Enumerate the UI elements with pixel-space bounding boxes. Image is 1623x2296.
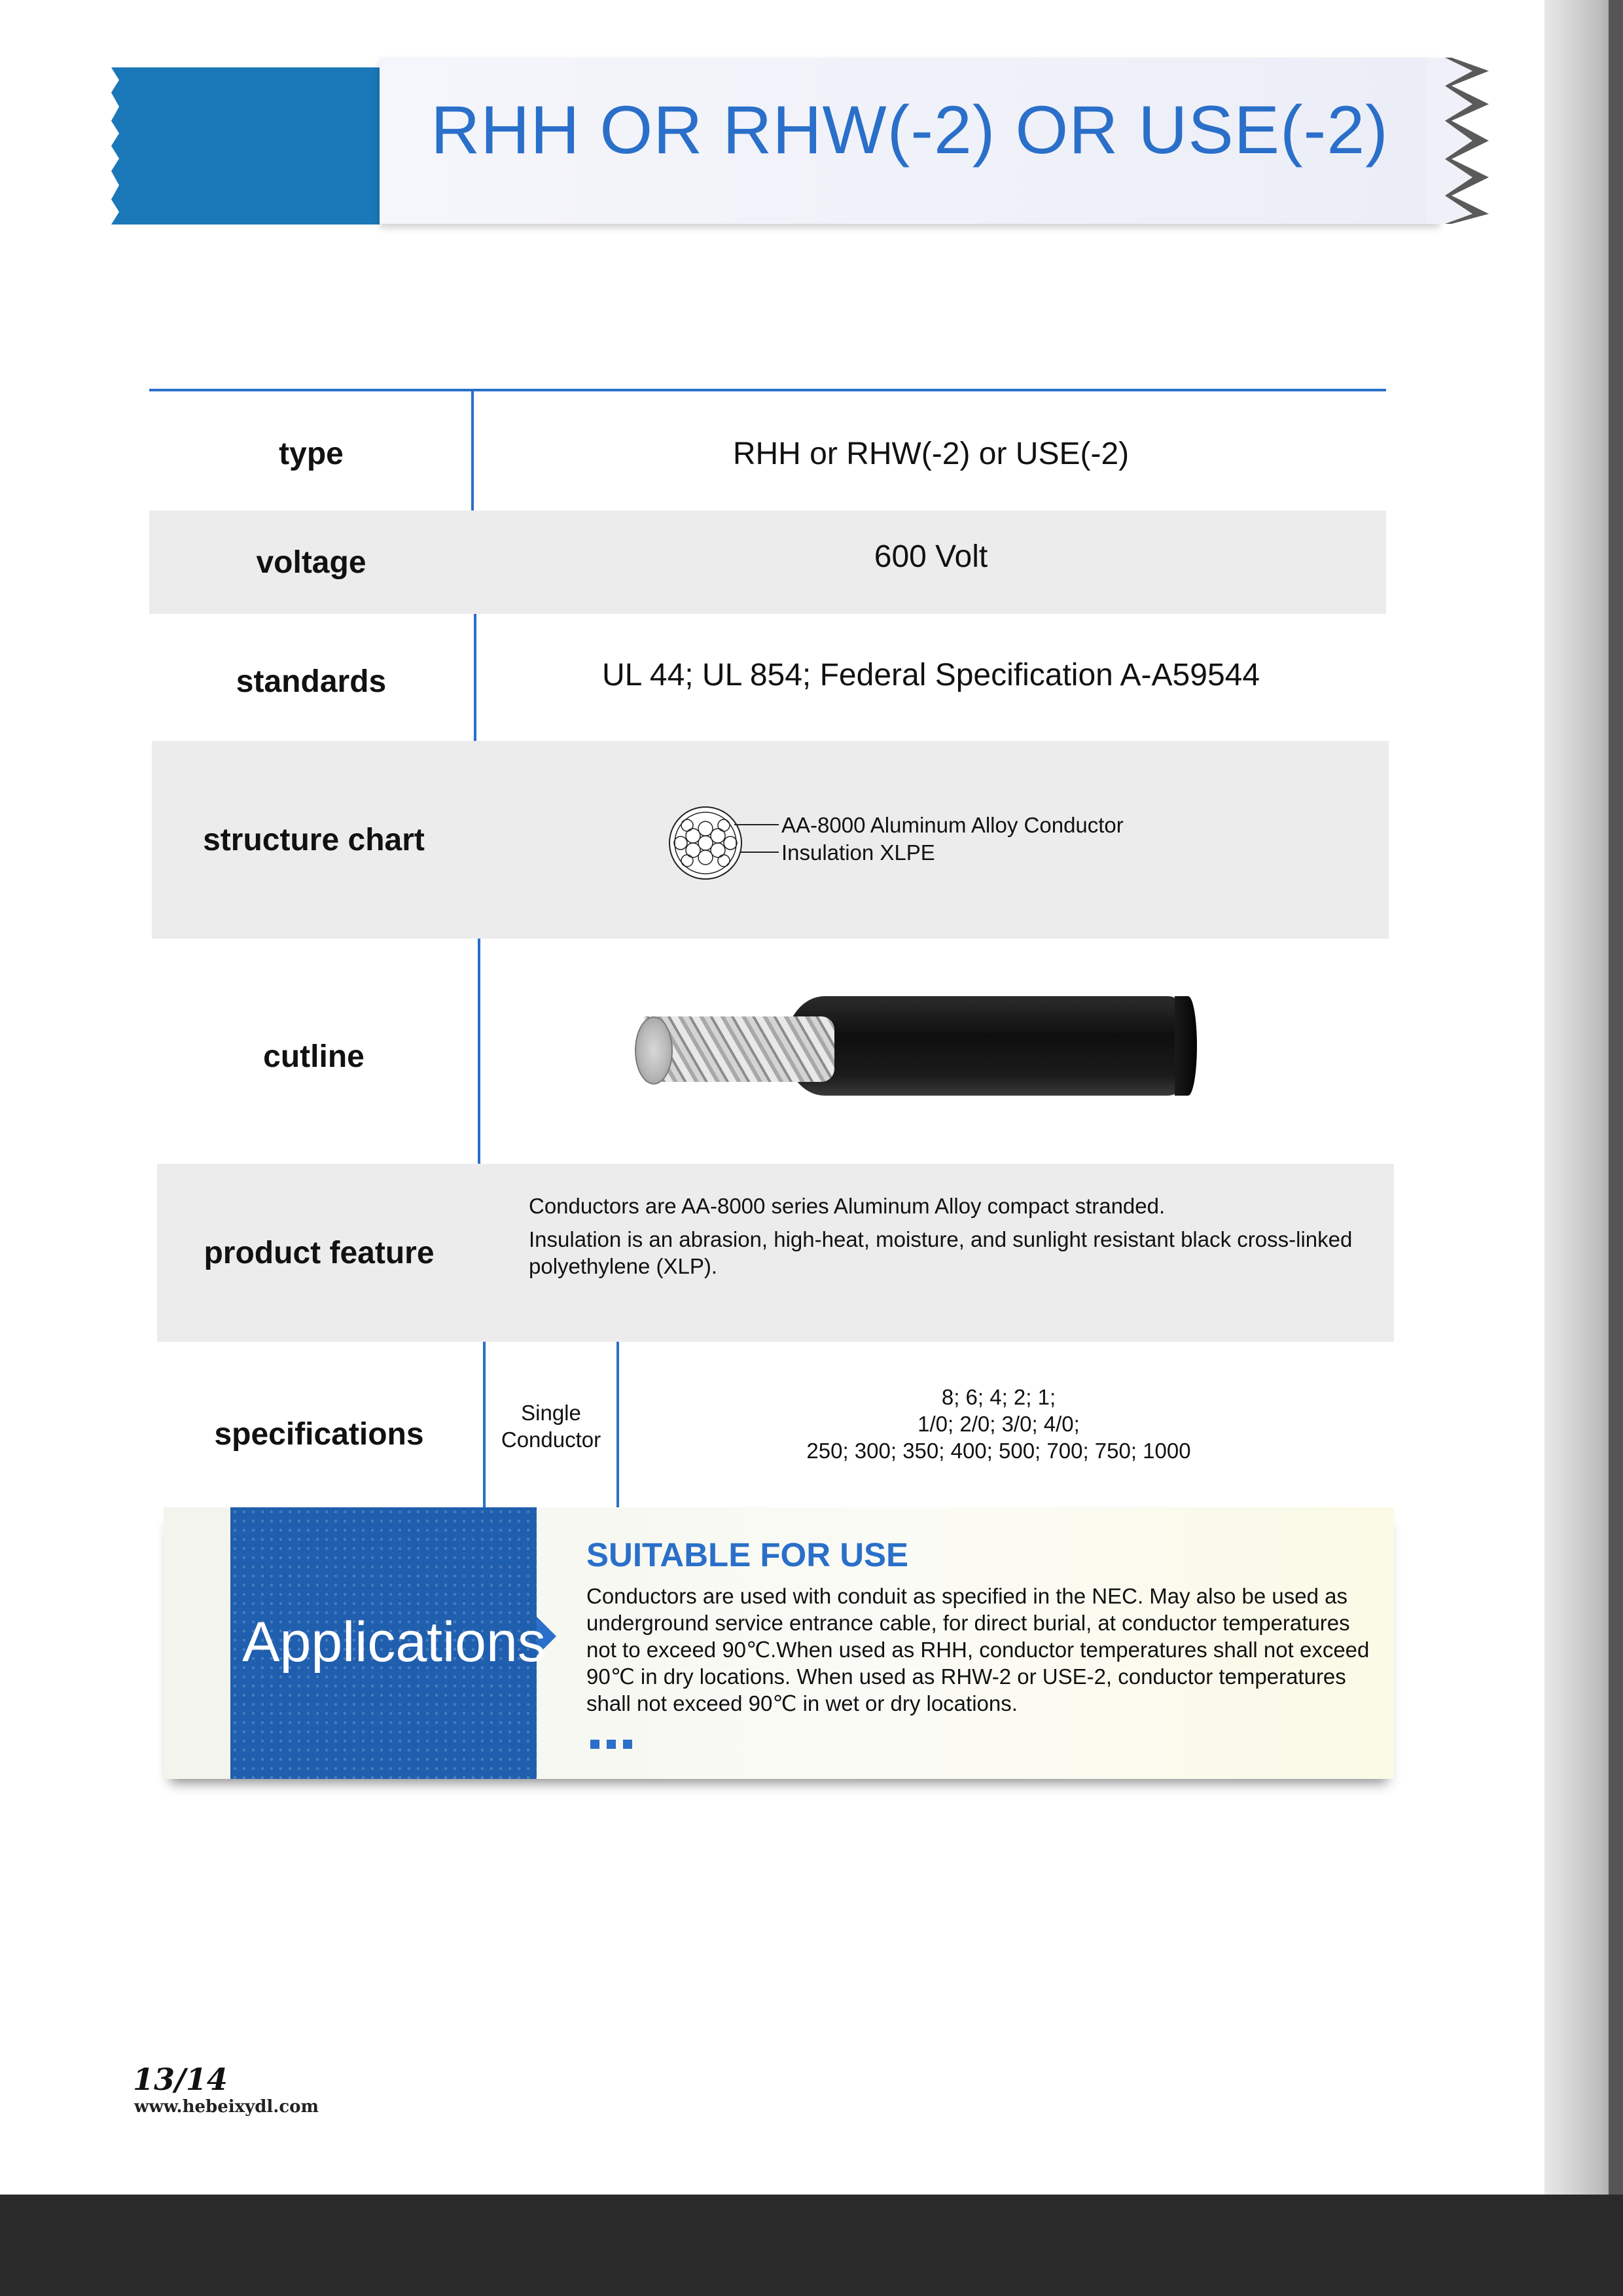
- row-type-label: type: [279, 436, 344, 471]
- page-number: 13/14: [133, 2062, 228, 2097]
- website-url: www.hebeixydl.com: [134, 2097, 319, 2117]
- row-specifications-label: specifications: [214, 1416, 424, 1452]
- row-voltage-value: 600 Volt: [874, 539, 988, 574]
- column-divider: [471, 391, 474, 516]
- page-edge-dark: [1609, 0, 1623, 2296]
- spec-sizes-line-2: 1/0; 2/0; 3/0; 4/0;: [918, 1412, 1080, 1436]
- cable-conductor-strands: [645, 1016, 834, 1082]
- column-divider: [474, 614, 476, 749]
- row-type: [149, 391, 1386, 516]
- applications-heading: SUITABLE FOR USE: [586, 1536, 909, 1573]
- page-title: RHH OR RHW(-2) OR USE(-2): [431, 92, 1389, 168]
- row-standards: [149, 614, 1386, 749]
- spec-sizes-line-3: 250; 300; 350; 400; 500; 700; 750; 1000: [806, 1439, 1191, 1463]
- spec-sizes: [619, 1384, 1378, 1464]
- applications-body: Conductors are used with conduit as specified in the NEC. May also be used as underground service entrance cable, for direct burial, at conductor temperatures not to exceed 90℃.When used as RHH, conductor temperatures shall not exceed 90℃ in dry locations. When used as RHW-2 or USE-2, conductor temperatures shall not exceed 90℃ in wet or dry locations.: [586, 1584, 1370, 1715]
- title-tab-decoration: [111, 67, 380, 224]
- spec-conductor-type: [486, 1399, 616, 1453]
- column-divider: [478, 939, 480, 1174]
- cable-conductor-end: [635, 1016, 673, 1085]
- callout-conductor: AA-8000 Aluminum Alloy Conductor: [781, 813, 1124, 837]
- ellipsis-dots-icon: [590, 1740, 639, 1752]
- spec-conductor-type-line-2: Conductor: [501, 1427, 601, 1452]
- spec-sizes-line-1: 8; 6; 4; 2; 1;: [941, 1385, 1056, 1409]
- feature-line-1: Conductors are AA-8000 series Aluminum Alloy compact stranded.: [529, 1194, 1166, 1218]
- scan-bottom-band: [0, 2195, 1623, 2296]
- callout-insulation: Insulation XLPE: [781, 840, 935, 865]
- feature-line-2: Insulation is an abrasion, high-heat, moisture, and sunlight resistant black cross-linked polyethylene (XLP).: [529, 1227, 1353, 1278]
- row-type-value: RHH or RHW(-2) or USE(-2): [732, 436, 1130, 471]
- row-product-feature-label: product feature: [204, 1235, 435, 1270]
- row-cutline-label: cutline: [263, 1039, 365, 1074]
- structure-diagram: [661, 805, 1185, 884]
- spec-conductor-type-line-1: Single: [521, 1401, 581, 1425]
- row-voltage: [149, 511, 1386, 614]
- applications-label: Applications: [242, 1611, 546, 1674]
- row-structure-chart-label: structure chart: [203, 822, 425, 857]
- cable-jacket-end: [1175, 996, 1197, 1096]
- row-standards-value: UL 44; UL 854; Federal Specification A-A59544: [601, 657, 1260, 692]
- cable-jacket: [785, 996, 1194, 1096]
- row-voltage-label: voltage: [256, 545, 366, 580]
- row-standards-label: standards: [236, 664, 387, 699]
